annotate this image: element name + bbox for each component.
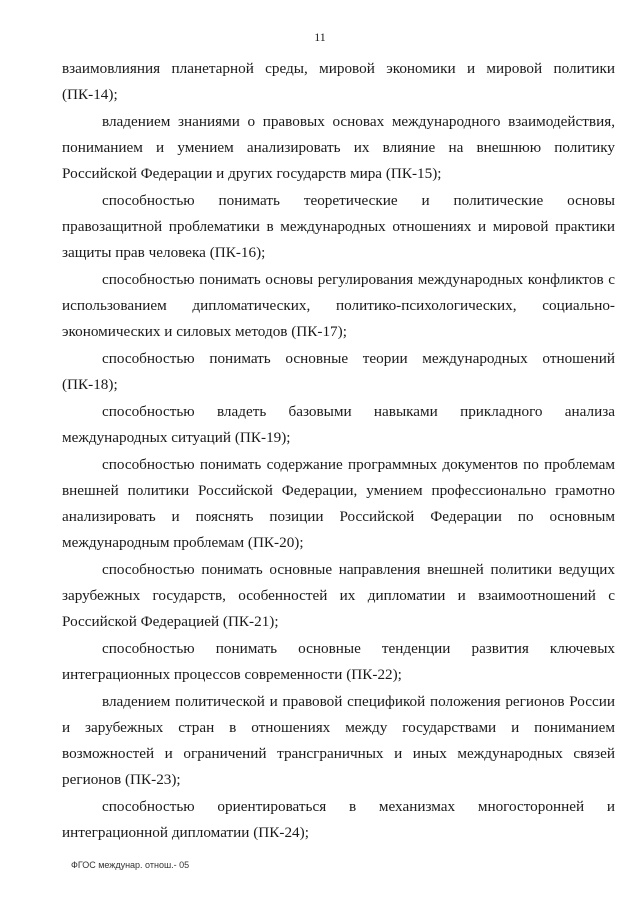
competency-paragraph-pk23: владением политической и правовой спецификой положения регионов России и зарубежных стран в отношениях между государствами и пониманием возможностей и ограничений трансграничных и иных международных связей регионов (ПК-23);: [62, 693, 615, 788]
page-number: 11: [314, 30, 326, 44]
competency-paragraph-continuation: взаимовлияния планетарной среды, мировой экономики и мировой политики (ПК-14);: [62, 60, 615, 103]
competency-paragraph-pk20: способностью понимать содержание программных документов по проблемам внешней политики Российской Федерации, умением профессионально грамотно анализировать и пояснять позиции Российской Федерации по основным международным проблемам (ПК-20);: [62, 456, 615, 551]
competency-paragraph-pk18: способностью понимать основные теории международных отношений (ПК-18);: [62, 350, 615, 393]
competency-paragraph-pk16: способностью понимать теоретические и политические основы правозащитной проблематики в международных отношениях и мировой практики защиты прав человека (ПК-16);: [62, 192, 615, 261]
competency-paragraph-pk21: способностью понимать основные направления внешней политики ведущих зарубежных государств, особенностей их дипломатии и взаимоотношений с Российской Федерацией (ПК-21);: [62, 561, 615, 630]
document-footer: ФГОС междунар. отнош.- 05: [71, 860, 190, 870]
competency-paragraph-pk19: способностью владеть базовыми навыками прикладного анализа международных ситуаций (ПК-19);: [62, 403, 615, 446]
competency-paragraph-pk17: способностью понимать основы регулирования международных конфликтов с использованием дипломатических, политико-психологических, социально-экономических и силовых методов (ПК-17);: [62, 271, 615, 340]
competency-list: [62, 56, 615, 847]
competency-paragraph-pk15: владением знаниями о правовых основах международного взаимодействия, пониманием и умением анализировать их влияние на внешнюю политику Российской Федерации и других государств мира (ПК-15);: [62, 113, 615, 182]
competency-paragraph-pk22: способностью понимать основные тенденции развития ключевых интеграционных процессов современности (ПК-22);: [62, 640, 615, 683]
competency-paragraph-pk24: способностью ориентироваться в механизмах многосторонней и интеграционной дипломатии (ПК-24);: [62, 798, 615, 841]
